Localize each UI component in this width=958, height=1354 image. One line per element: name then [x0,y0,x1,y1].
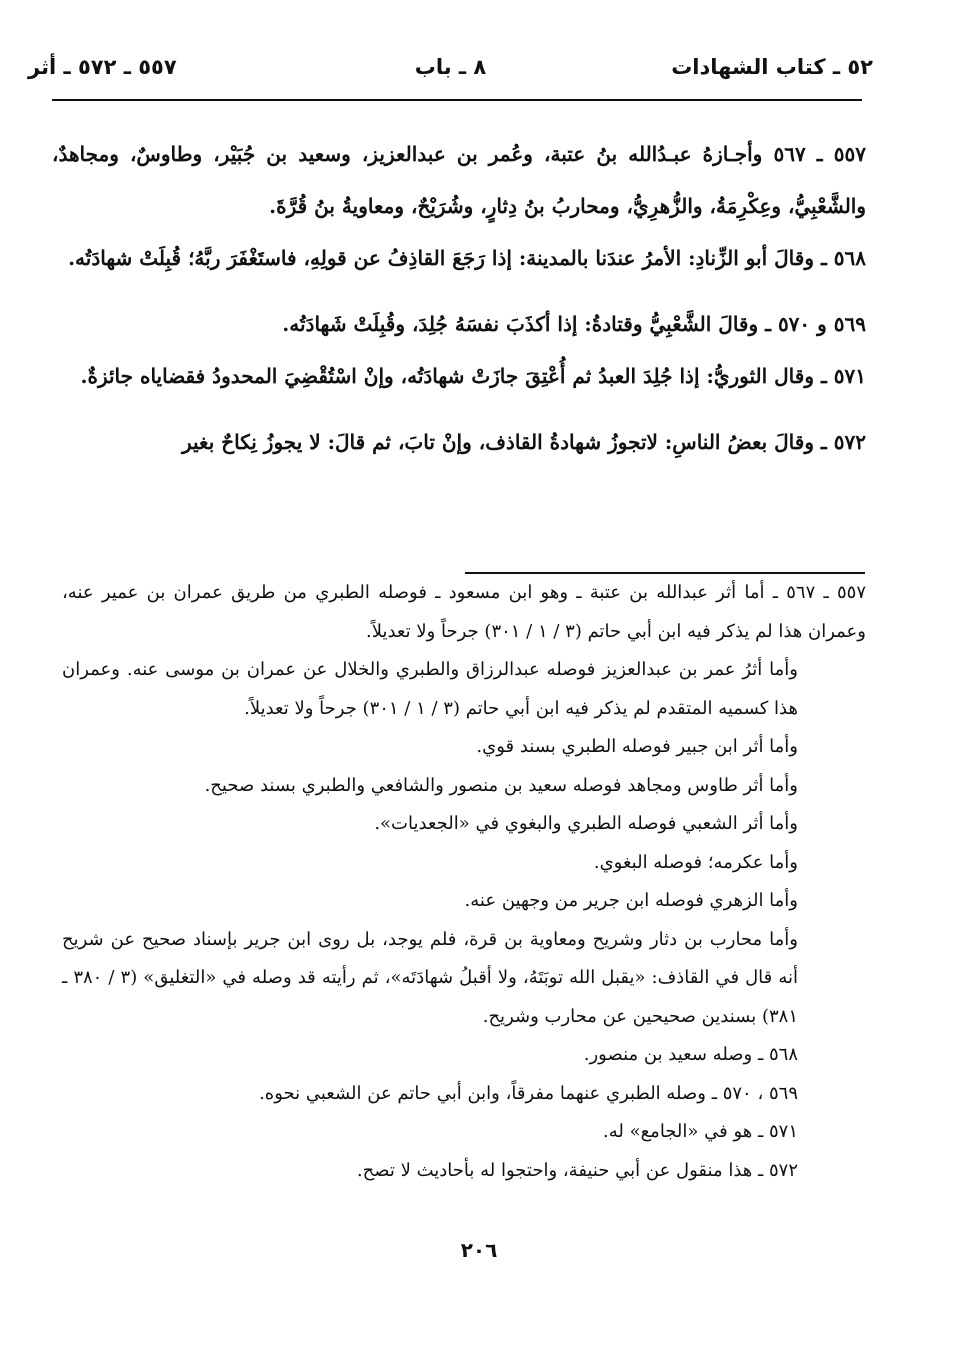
footnote: ٥٧١ ـ هو في «الجامع» له. [603,1121,798,1142]
footnote: ٥٥٧ ـ ٥٦٧ ـ أما أثر عبدالله بن عتبة ـ وهو ابن مسعود ـ فوصله الطبري من طريق عمران بن عمير عنه، وعمران هذا لم يذكر فيه ابن أبي حاتم (٣ / ١ / ٣٠١) جرحاً ولا تعديلاً. [62,582,867,642]
header-rule [52,99,862,101]
footnote: وأما أثر ابن جبير فوصله الطبري بسند قوي. [476,736,798,757]
footnote: وأما أثرُ عمر بن عبدالعزيز فوصله عبدالرزاق والطبري والخلال عن عمران بن موسى عنه. وعمران هذا كسميه المتقدم لم يذكر فيه ابن أبي حاتم (٣ / ١ / ٣٠١) جرحاً ولا تعديلاً. [62,659,798,719]
book-title: ٥٢ ـ كتاب الشهادات [671,55,873,79]
main-paragraph: ٥٦٨ ـ وقالَ أبو الزِّنادِ: الأمرُ عندَنا بالمدينة: إذا رَجَعَ القاذِفُ عن قولِهِ، فاستَغْفَرَ ربَّهُ؛ قُبِلَتْ شهادَتُه. [68,246,866,270]
chapter-label: ٨ ـ باب [414,55,487,79]
footnote: ٥٦٩ ، ٥٧٠ ـ وصله الطبري عنهما مفرقاً، وابن أبي حاتم عن الشعبي نحوه. [259,1082,798,1104]
footnote: وأما عكرمه؛ فوصله البغوي. [593,851,798,873]
footnote: ٥٧٢ ـ هذا منقول عن أبي حنيفة، واحتجوا له بأحاديث لا تصح. [356,1159,798,1181]
footnote: وأما الزهري فوصله ابن جرير من وجهين عنه. [464,890,798,911]
running-header [28,55,873,95]
main-paragraph: ٥٧٢ ـ وقالَ بعضُ الناسِ: لاتجوزُ شهادةُ القاذف، وإنْ تابَ، ثم قالَ: لا يجوزُ نِكاحٌ بغير [181,430,866,454]
footnote: ٥٦٨ ـ وصله سعيد بن منصور. [583,1044,798,1065]
main-text [52,128,866,468]
footnote: وأما أثر طاوس ومجاهد فوصله سعيد بن منصور والشافعي والطبري بسند صحيح. [204,774,798,796]
athar-range: ٥٥٧ ـ ٥٧٢ ـ أثر [28,55,177,79]
footnote: وأما محارب بن دثار وشريح ومعاوية بن قرة، فلم يوجد، بل روى ابن جرير بإسناد صحيح عن شريح أنه قال في القاذف: «يقبل الله توبَتَهُ، ولا أقبلُ شهادَتَه»، ثم رأيته قد وصله في «التغليق» (٣ / ٣٨٠ ـ ٣٨١) بسندين صحيحين عن محارب وشريح. [62,928,798,1027]
main-paragraph: ٥٥٧ ـ ٥٦٧ وأجـازهُ عبـدُالله بنُ عتبة، وعُمر بن عبدالعزيز، وسعيد بن جُبَيْر، وطاوسٌ، ومجاهدٌ، والشَّعْبِيُّ، وعِكْرِمَةُ، والزُّهرِيُّ، ومحاربُ بنُ دِثارٍ، وشُرَيْحٌ، ومعاويةُ بنُ قُرَّةَ. [52,142,866,218]
main-paragraph: ٥٧١ ـ وقال الثوريُّ: إذا جُلِدَ العبدُ ثم أُعْتِقَ جازَتْ شهادَتُه، وإنْ اسْتُقْضِيَ المحدودُ فقضاياه جائزةٌ. [80,364,866,388]
footnote: وأما أثر الشعبي فوصله الطبري والبغوي في «الجعديات». [374,813,798,834]
page-number: ٢٠٦ [460,1238,498,1262]
footnotes [62,574,866,1190]
main-paragraph: ٥٦٩ و ٥٧٠ ـ وقالَ الشَّعْبِيُّ وقتادةُ: إذا أكذَبَ نفسَهُ جُلِدَ، وقُبِلَتْ شَهادَتُه. [282,312,866,336]
